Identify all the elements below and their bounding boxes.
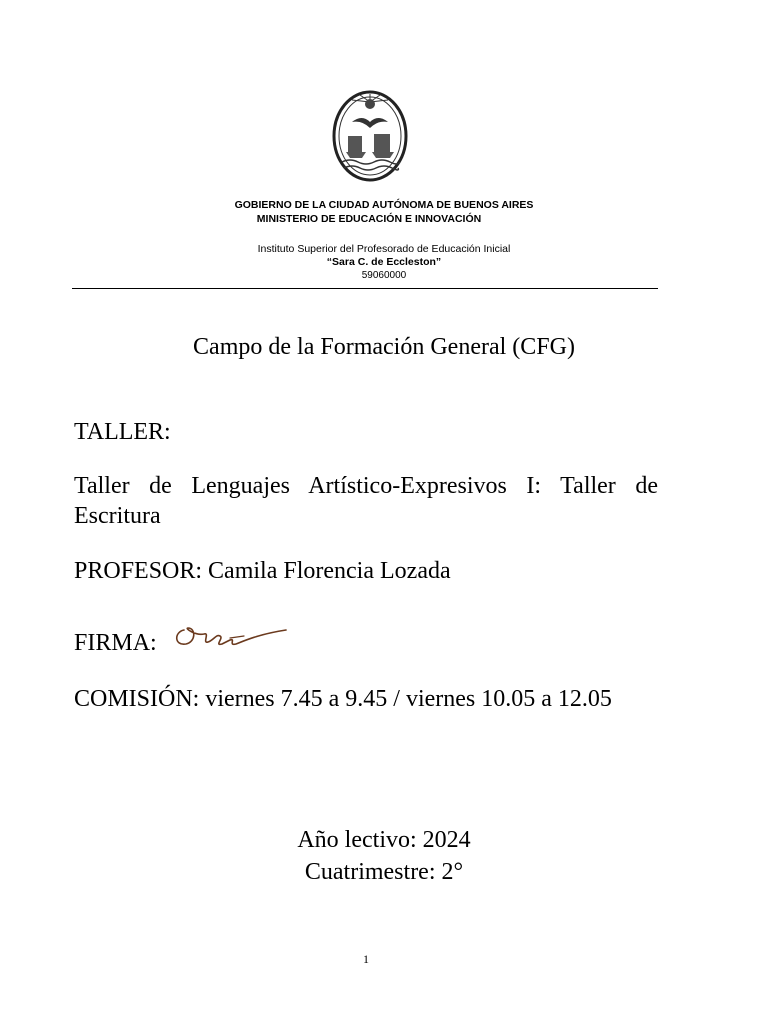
firma-label: FIRMA: [74, 630, 157, 656]
ministry-line: MINISTERIO DE EDUCACIÓN E INNOVACIÓN [256, 213, 482, 225]
taller-label: TALLER: [74, 419, 171, 445]
institute-block [0, 243, 768, 282]
government-line: GOBIERNO DE LA CIUDAD AUTÓNOMA DE BUENOS AIRES [234, 199, 534, 211]
government-heading [0, 198, 768, 226]
institute-line: Instituto Superior del Profesorado de Educación Inicial [257, 243, 511, 255]
anio-lectivo: Año lectivo: 2024 [297, 827, 471, 853]
institute-code: 59060000 [361, 270, 407, 281]
page-number: 1 [363, 952, 369, 966]
taller-name: Taller de Lenguajes Artístico-Expresivos I: Taller de Escritura [74, 473, 658, 529]
institute-name: “Sara C. de Eccleston” [326, 256, 442, 268]
field-title: Campo de la Formación General (CFG) [193, 334, 575, 360]
signature-icon [170, 616, 290, 652]
header-divider [72, 288, 658, 289]
comision-line: COMISIÓN: viernes 7.45 a 9.45 / viernes 10.05 a 12.05 [74, 686, 612, 712]
cuatrimestre: Cuatrimestre: 2° [304, 859, 464, 885]
profesor-line: PROFESOR: Camila Florencia Lozada [74, 558, 451, 584]
city-seal-icon [330, 88, 410, 184]
